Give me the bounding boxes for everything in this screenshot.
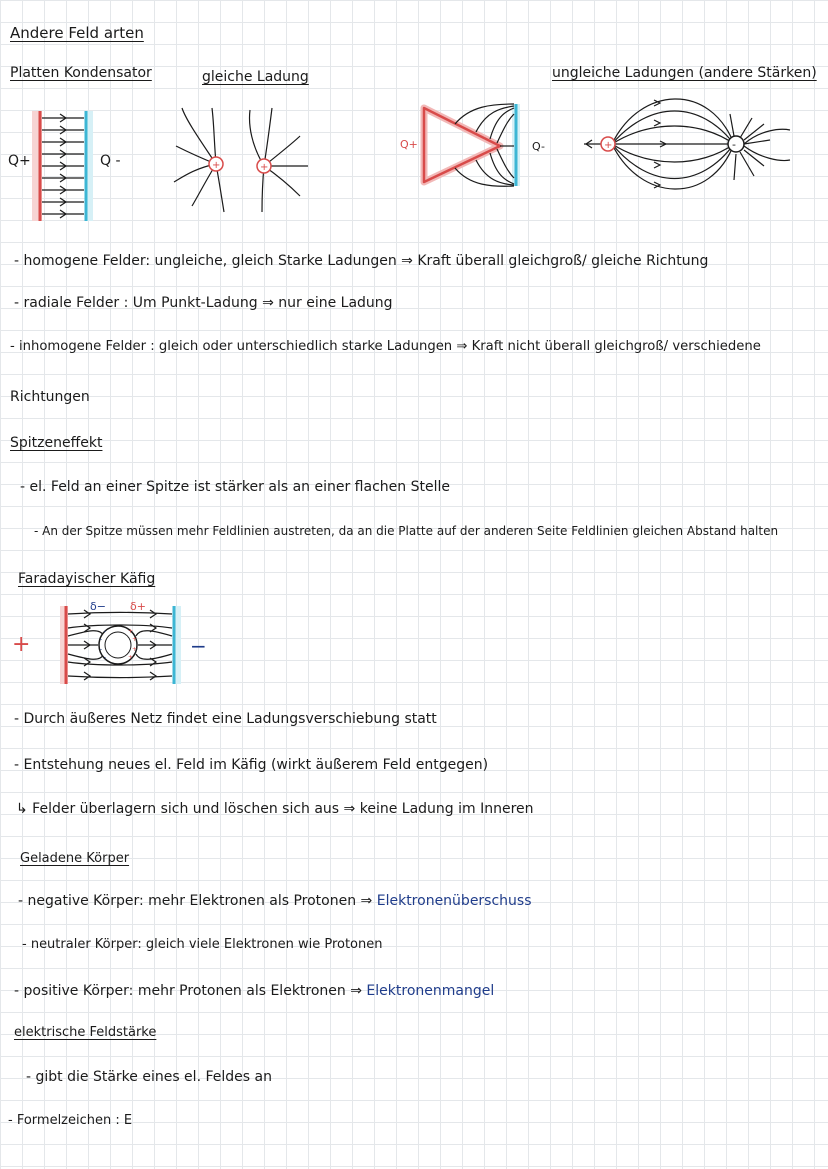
plate-negative-label: Q -: [100, 153, 121, 169]
faraday-line-2: - Entstehung neues el. Feld im Käfig (wirkt äußerem Feld entgegen): [14, 757, 489, 773]
neutraler-koerper-line: [22, 936, 382, 954]
geladene-koerper-heading: Geladene Körper: [20, 851, 130, 866]
svg-text:-: -: [104, 628, 107, 635]
faraday-line-1: - Durch äußeres Netz findet eine Ladungsverschiebung statt: [14, 711, 437, 727]
faraday-delta-plus-label: δ+: [130, 600, 146, 613]
svg-text:+: +: [260, 162, 269, 173]
faraday-positive-sign: +: [12, 632, 31, 657]
faraday-delta-minus-label: δ−: [90, 600, 106, 613]
svg-text:+: +: [132, 646, 138, 653]
svg-text:+: +: [604, 140, 613, 151]
svg-text:-: -: [100, 636, 103, 643]
inhomogene-felder-continuation: Richtungen: [10, 389, 90, 405]
equal-charge-heading: gleiche Ladung: [202, 69, 309, 85]
radiale-felder-line: - radiale Felder : Um Punkt-Ladung ⇒ nur eine Ladung: [14, 295, 393, 311]
tip-negative-label: Q-: [532, 140, 545, 153]
inhomogene-felder-line: - inhomogene Felder : gleich oder unterschiedlich starke Ladungen ⇒ Kraft nicht überall gleichgroß/ verschiedene: [10, 339, 761, 354]
feldstaerke-line-2: - Formelzeichen : E: [8, 1113, 133, 1128]
faraday-heading: Faradayischer Käfig: [18, 571, 156, 587]
faraday-negative-sign: −: [190, 634, 207, 658]
positive-koerper-text: - positive Körper: mehr Protonen als Elektronen ⇒: [14, 983, 367, 999]
svg-text:-: -: [732, 138, 736, 151]
unequal-charge-heading: ungleiche Ladungen (andere Stärken): [552, 65, 817, 81]
negative-koerper-highlight: Elektronenüberschuss: [376, 893, 532, 909]
svg-text:-: -: [104, 654, 107, 661]
plate-positive-label: Q+: [8, 153, 31, 169]
feldstaerke-line-1: - gibt die Stärke eines el. Feldes an: [26, 1069, 272, 1085]
homogene-felder-line: - homogene Felder: ungleiche, gleich Starke Ladungen ⇒ Kraft überall gleichgroß/ gleiche Richtung: [14, 253, 709, 269]
positive-koerper-line: [14, 982, 494, 1000]
svg-text:-: -: [100, 646, 103, 653]
svg-text:+: +: [132, 636, 138, 643]
spitzeneffekt-heading: Spitzeneffekt: [10, 435, 103, 451]
faraday-line-3: ↳ Felder überlagern sich und löschen sich aus ⇒ keine Ladung im Inneren: [16, 801, 534, 817]
spitzeneffekt-line-2: - An der Spitze müssen mehr Feldlinien austreten, da an die Platte auf der anderen Seite Feldlinien gleichen Abstand halten: [34, 524, 779, 538]
tip-positive-label: Q+: [400, 138, 418, 151]
neutraler-koerper-text: - neutraler Körper: gleich viele Elektronen wie Protonen: [22, 937, 383, 952]
negative-koerper-text: - negative Körper: mehr Elektronen als Protonen ⇒: [18, 893, 377, 909]
feldstaerke-heading: elektrische Feldstärke: [14, 1025, 157, 1040]
negative-koerper-line: [18, 892, 532, 910]
svg-text:+: +: [212, 160, 221, 171]
svg-text:+: +: [128, 654, 134, 661]
page-title: Andere Feld arten: [10, 24, 144, 42]
positive-koerper-highlight: Elektronenmangel: [366, 983, 495, 999]
plate-capacitor-heading: Platten Kondensator: [10, 65, 152, 81]
svg-text:+: +: [128, 628, 134, 635]
spitzeneffekt-line-1: - el. Feld an einer Spitze ist stärker als an einer flachen Stelle: [20, 479, 450, 495]
